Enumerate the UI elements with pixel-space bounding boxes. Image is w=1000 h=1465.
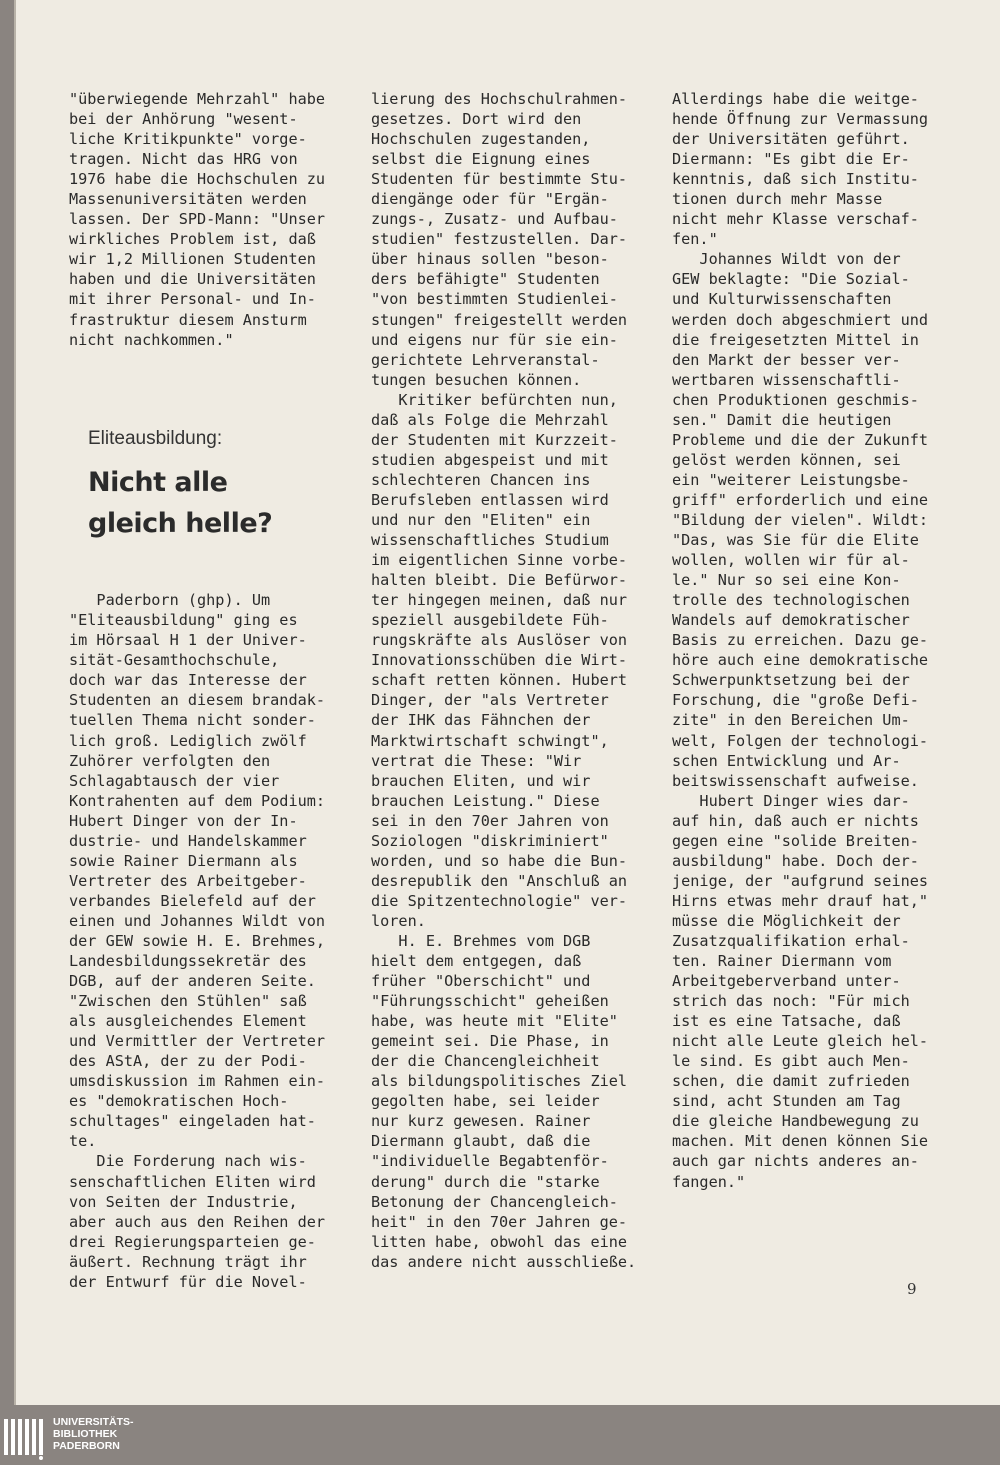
text-line: nicht nachkommen." bbox=[69, 330, 234, 349]
text-line: selbst die Eignung eines bbox=[371, 150, 591, 169]
text-column-2 bbox=[371, 89, 661, 1272]
text-line: Basis zu erreichen. Dazu ge- bbox=[672, 631, 929, 650]
text-line: im eigentlichen Sinne vorbe- bbox=[371, 551, 628, 570]
text-line: studien" festzustellen. Dar- bbox=[371, 230, 628, 249]
text-line: Soziologen "diskriminiert" bbox=[371, 831, 609, 850]
text-line: fen." bbox=[672, 230, 718, 249]
text-line: beitswissenschaft aufweise. bbox=[672, 771, 919, 790]
text-line: wissenschaftliches Studium bbox=[371, 531, 609, 550]
text-line: Zuhörer verfolgten den bbox=[69, 751, 271, 770]
text-line: Massenuniversitäten werden bbox=[69, 190, 307, 209]
text-line: litten habe, obwohl das eine bbox=[371, 1232, 628, 1251]
text-line: ausbildung" habe. Doch der- bbox=[672, 851, 919, 870]
text-line: liche Kritikpunkte" vorge- bbox=[69, 130, 307, 149]
text-line: Kritiker befürchten nun, bbox=[371, 390, 618, 409]
text-line: heit" in den 70er Jahren ge- bbox=[371, 1212, 628, 1231]
text-line: und eigens nur für sie ein- bbox=[371, 330, 618, 349]
text-line: Hirns etwas mehr drauf hat," bbox=[672, 891, 929, 910]
text-line: tuellen Thema nicht sonder- bbox=[69, 711, 316, 730]
text-line: GEW beklagte: "Die Sozial- bbox=[672, 270, 910, 289]
text-line: und Vermittler der Vertreter bbox=[69, 1032, 326, 1051]
text-line bbox=[69, 370, 354, 390]
text-line: schultages" eingeladen hat- bbox=[69, 1112, 316, 1131]
text-line: Die Forderung nach wis- bbox=[69, 1152, 307, 1171]
text-line: loren. bbox=[371, 911, 426, 930]
text-line: 1976 habe die Hochschulen zu bbox=[69, 170, 326, 189]
text-line: chen Produktionen geschmis- bbox=[672, 390, 919, 409]
text-line bbox=[69, 390, 354, 410]
text-line: le sind. Es gibt auch Men- bbox=[672, 1052, 910, 1071]
text-line: bei der Anhörung "wesent- bbox=[69, 110, 298, 129]
text-line: Dinger, der "als Vertreter bbox=[371, 691, 609, 710]
text-line: gelöst werden können, sei bbox=[672, 450, 901, 469]
text-line: "Führungsschicht" geheißen bbox=[371, 992, 609, 1011]
text-line: wir 1,2 Millionen Studenten bbox=[69, 250, 316, 269]
headline-line: gleich helle? bbox=[88, 508, 273, 539]
text-line: daß als Folge die Mehrzahl bbox=[371, 410, 609, 429]
text-line bbox=[69, 550, 354, 570]
text-line: auf hin, daß auch er nichts bbox=[672, 811, 919, 830]
text-line: auch gar nichts anderes an- bbox=[672, 1152, 919, 1171]
text-line: den Markt der besser ver- bbox=[672, 350, 901, 369]
text-line: einen und Johannes Wildt von bbox=[69, 911, 326, 930]
text-line: drei Regierungsparteien ge- bbox=[69, 1232, 316, 1251]
text-line: Hochschulen zugestanden, bbox=[371, 130, 591, 149]
text-line: senschaftlichen Eliten wird bbox=[69, 1172, 316, 1191]
text-line: tungen besuchen können. bbox=[371, 370, 582, 389]
text-line: stungen" freigestellt werden bbox=[371, 310, 628, 329]
text-line: Studenten an diesem brandak- bbox=[69, 691, 326, 710]
text-line: Arbeitgeberverband unter- bbox=[672, 972, 901, 991]
text-line: verbandes Bielefeld auf der bbox=[69, 891, 316, 910]
text-line: "Zwischen den Stühlen" saß bbox=[69, 992, 307, 1011]
text-line: umsdiskussion im Rahmen ein- bbox=[69, 1072, 326, 1091]
text-line: Betonung der Chancengleich- bbox=[371, 1192, 618, 1211]
text-line: strich das noch: "Für mich bbox=[672, 992, 910, 1011]
text-line: "Das, was Sie für die Elite bbox=[672, 531, 919, 550]
text-line: hende Öffnung zur Vermassung bbox=[672, 110, 929, 129]
text-line: die gleiche Handbewegung zu bbox=[672, 1112, 919, 1131]
text-line: Hubert Dinger wies dar- bbox=[672, 791, 910, 810]
text-line bbox=[69, 410, 354, 430]
page-number: 9 bbox=[907, 1280, 917, 1298]
text-line: gegolten habe, sei leider bbox=[371, 1092, 600, 1111]
text-line: nicht alle Leute gleich hel- bbox=[672, 1032, 929, 1051]
text-line: Vertreter des Arbeitgeber- bbox=[69, 871, 307, 890]
text-line bbox=[69, 570, 354, 590]
text-line: lich groß. Lediglich zwölf bbox=[69, 731, 307, 750]
text-line: "Bildung der vielen". Wildt: bbox=[672, 510, 929, 529]
text-line: ter hingegen meinen, daß nur bbox=[371, 591, 628, 610]
text-line: rungskräfte als Auslöser von bbox=[371, 631, 628, 650]
text-line: tionen durch mehr Masse bbox=[672, 190, 883, 209]
text-line: "von bestimmten Studienlei- bbox=[371, 290, 618, 309]
text-line: speziell ausgebildete Füh- bbox=[371, 611, 609, 630]
text-line: lierung des Hochschulrahmen- bbox=[371, 90, 628, 108]
text-line: früher "Oberschicht" und bbox=[371, 972, 591, 991]
text-line: der GEW sowie H. E. Brehmes, bbox=[69, 931, 326, 950]
text-line: Forschung, die "große Defi- bbox=[672, 691, 919, 710]
text-line: von Seiten der Industrie, bbox=[69, 1192, 298, 1211]
text-line: Probleme und die der Zukunft bbox=[672, 430, 929, 449]
text-column-1 bbox=[69, 89, 354, 1292]
text-line: Studenten für bestimmte Stu- bbox=[371, 170, 628, 189]
text-line: schen Entwicklung und Ar- bbox=[672, 751, 901, 770]
text-line: wertbaren wissenschaftli- bbox=[672, 370, 901, 389]
text-line: nicht mehr Klasse verschaf- bbox=[672, 210, 919, 229]
text-line: die freigesetzten Mittel in bbox=[672, 330, 919, 349]
text-line bbox=[69, 350, 354, 370]
text-line: schlechteren Chancen ins bbox=[371, 470, 591, 489]
footer-bar bbox=[0, 1405, 1000, 1465]
text-line: Zusatzqualifikation erhal- bbox=[672, 931, 910, 950]
text-line: Hubert Dinger von der In- bbox=[69, 811, 298, 830]
text-line: es "demokratischen Hoch- bbox=[69, 1092, 289, 1111]
text-line: wirkliches Problem ist, daß bbox=[69, 230, 316, 249]
text-line: worden, und so habe die Bun- bbox=[371, 851, 628, 870]
text-line: griff" erforderlich und eine bbox=[672, 490, 929, 509]
text-line: als ausgleichendes Element bbox=[69, 1012, 307, 1031]
text-line: te. bbox=[69, 1132, 97, 1151]
text-line: als bildungspolitisches Ziel bbox=[371, 1072, 628, 1091]
text-line: "Eliteausbildung" ging es bbox=[69, 611, 298, 630]
text-line: Diermann: "Es gibt die Er- bbox=[672, 150, 910, 169]
text-line: sität-Gesamthochschule, bbox=[69, 651, 280, 670]
text-line: brauchen Leistung." Diese bbox=[371, 791, 600, 810]
text-line: Kontrahenten auf dem Podium: bbox=[69, 791, 326, 810]
text-line: DGB, auf der anderen Seite. bbox=[69, 972, 316, 991]
text-line: im Hörsaal H 1 der Univer- bbox=[69, 631, 307, 650]
text-line: gerichtete Lehrveranstal- bbox=[371, 350, 600, 369]
text-line: der die Chancengleichheit bbox=[371, 1052, 600, 1071]
text-line: H. E. Brehmes vom DGB bbox=[371, 931, 591, 950]
text-line: Schlagabtausch der vier bbox=[69, 771, 280, 790]
text-line: der Entwurf für die Novel- bbox=[69, 1272, 307, 1291]
text-line: und Kulturwissenschaften bbox=[672, 290, 892, 309]
text-line: zite" in den Bereichen Um- bbox=[672, 711, 910, 730]
library-name-line: UNIVERSITÄTS- bbox=[53, 1416, 134, 1428]
text-line: machen. Mit denen können Sie bbox=[672, 1132, 929, 1151]
text-line: sowie Rainer Diermann als bbox=[69, 851, 298, 870]
text-line: schaft retten können. Hubert bbox=[371, 671, 628, 690]
text-line: ist es eine Tatsache, daß bbox=[672, 1012, 901, 1031]
text-line: schen, die damit zufrieden bbox=[672, 1072, 910, 1091]
text-line: haben und die Universitäten bbox=[69, 270, 316, 289]
text-line: äußert. Rechnung trägt ihr bbox=[69, 1252, 307, 1271]
text-line: zungs-, Zusatz- und Aufbau- bbox=[371, 210, 618, 229]
text-line: "überwiegende Mehrzahl" habe bbox=[69, 90, 326, 108]
text-line: Allerdings habe die weitge- bbox=[672, 90, 919, 108]
text-line: hielt dem entgegen, daß bbox=[371, 952, 582, 971]
text-line: und nur den "Eliten" ein bbox=[371, 510, 591, 529]
text-line: derung" durch die "starke bbox=[371, 1172, 600, 1191]
text-line: höre auch eine demokratische bbox=[672, 651, 929, 670]
text-line: die Spitzentechnologie" ver- bbox=[371, 891, 628, 910]
text-line: Marktwirtschaft schwingt", bbox=[371, 731, 609, 750]
library-name bbox=[53, 1416, 134, 1452]
text-line: der Universitäten geführt. bbox=[672, 130, 910, 149]
text-line: habe, was heute mit "Elite" bbox=[371, 1012, 618, 1031]
text-line: sind, acht Stunden am Tag bbox=[672, 1092, 901, 1111]
text-line: über hinaus sollen "beson- bbox=[371, 250, 609, 269]
text-line: brauchen Eliten, und wir bbox=[371, 771, 591, 790]
text-column-3 bbox=[672, 89, 957, 1192]
text-line: ten. Rainer Diermann vom bbox=[672, 952, 892, 971]
text-line: welt, Folgen der technologi- bbox=[672, 731, 929, 750]
article-kicker: Eliteausbildung: bbox=[88, 428, 223, 449]
text-line: vertrat die These: "Wir bbox=[371, 751, 582, 770]
text-line: müsse die Möglichkeit der bbox=[672, 911, 901, 930]
text-line: frastruktur diesem Ansturm bbox=[69, 310, 307, 329]
text-line: der IHK das Fähnchen der bbox=[371, 711, 591, 730]
text-line: sei in den 70er Jahren von bbox=[371, 811, 609, 830]
text-line: aber auch aus den Reihen der bbox=[69, 1212, 326, 1231]
text-line: sen." Damit die heutigen bbox=[672, 410, 892, 429]
text-line: Diermann glaubt, daß die bbox=[371, 1132, 591, 1151]
text-line: diengänge oder für "Ergän- bbox=[371, 190, 609, 209]
library-bars-logo-icon bbox=[2, 1417, 46, 1461]
library-name-line: PADERBORN bbox=[53, 1440, 120, 1452]
text-line: fangen." bbox=[672, 1172, 746, 1191]
text-line: doch war das Interesse der bbox=[69, 671, 307, 690]
text-line: nur kurz gewesen. Rainer bbox=[371, 1112, 591, 1131]
text-line: Paderborn (ghp). Um bbox=[69, 591, 271, 610]
text-line: gegen eine "solide Breiten- bbox=[672, 831, 919, 850]
text-line: tragen. Nicht das HRG von bbox=[69, 150, 298, 169]
text-line: des AStA, der zu der Podi- bbox=[69, 1052, 307, 1071]
page-binding-edge bbox=[14, 0, 16, 1405]
text-line: Berufsleben entlassen wird bbox=[371, 490, 609, 509]
text-line: lassen. Der SPD-Mann: "Unser bbox=[69, 210, 326, 229]
text-line: werden doch abgeschmiert und bbox=[672, 310, 929, 329]
text-line: das andere nicht ausschließe. bbox=[371, 1252, 637, 1271]
text-line: wollen, wollen wir für al- bbox=[672, 551, 910, 570]
article-headline bbox=[88, 462, 358, 544]
text-line: der Studenten mit Kurzzeit- bbox=[371, 430, 618, 449]
headline-line: Nicht alle bbox=[88, 467, 228, 498]
text-line: jenige, der "aufgrund seines bbox=[672, 871, 929, 890]
text-line: mit ihrer Personal- und In- bbox=[69, 290, 316, 309]
text-line: halten bleibt. Die Befürwor- bbox=[371, 571, 628, 590]
text-line: Johannes Wildt von der bbox=[672, 250, 901, 269]
text-line: gemeint sei. Die Phase, in bbox=[371, 1032, 609, 1051]
text-line: Landesbildungssekretär des bbox=[69, 952, 307, 971]
text-line: desrepublik den "Anschluß an bbox=[371, 871, 628, 890]
text-line: ein "weiterer Leistungsbe- bbox=[672, 470, 910, 489]
text-line: le." Nur so sei eine Kon- bbox=[672, 571, 901, 590]
text-line: dustrie- und Handelskammer bbox=[69, 831, 307, 850]
text-line: Innovationsschüben die Wirt- bbox=[371, 651, 628, 670]
text-line: kenntnis, daß sich Institu- bbox=[672, 170, 919, 189]
text-line: Schwerpunktsetzung bei der bbox=[672, 671, 910, 690]
text-line: Wandels auf demokratischer bbox=[672, 611, 910, 630]
text-line: "individuelle Begabtenför- bbox=[371, 1152, 609, 1171]
library-name-line: BIBLIOTHEK bbox=[53, 1428, 118, 1440]
text-line: studien abgespeist und mit bbox=[371, 450, 609, 469]
text-line: ders befähigte" Studenten bbox=[371, 270, 600, 289]
text-line: gesetzes. Dort wird den bbox=[371, 110, 582, 129]
text-line: trolle des technologischen bbox=[672, 591, 910, 610]
